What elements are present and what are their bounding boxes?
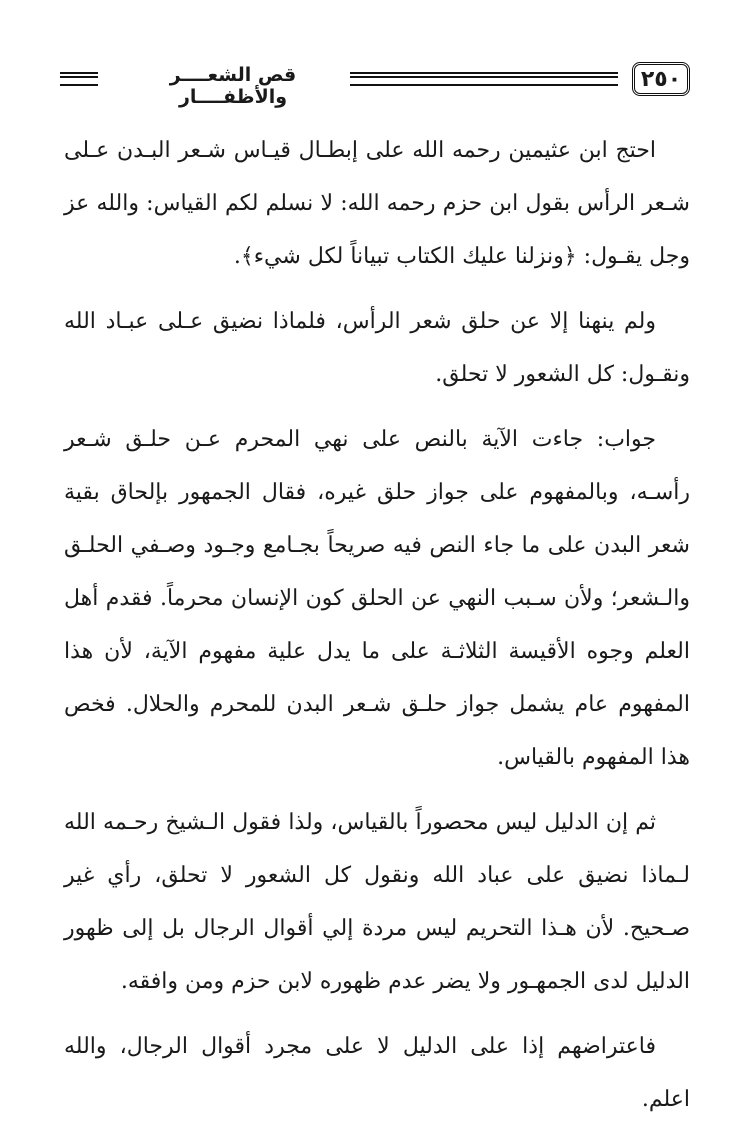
paragraph-5: فاعتراضهم إذا على الدليل لا على مجرد أقوال الرجال، والله اعلم. <box>64 1034 690 1112</box>
header-rule-right <box>350 72 618 86</box>
body-text <box>64 124 690 1138</box>
paragraph-3: جواب: جاءت الآية بالنص على نهي المحرم عـن حلـق شـعر رأسـه، وبالمفهوم على جواز حلق غيره، فقال الجمهور بإلحاق بقية شعر البدن على ما جاء النص فيه صريحاً بجـامع وجـود وصـفي الحلـق والـشعر؛ ولأن سـبب النهي عن الحلق كون الإنسان محرماً. فقدم أهل العلم وجوه الأقيسة الثلاثـة على ما يدل علية مفهوم الآية، لأن هذا المفهوم عام يشمل جواز حلـق شـعر البدن للمحرم والحلال. فخص هذا المفهوم بالقياس. <box>64 427 690 770</box>
page-number: ٢٥٠ <box>632 62 690 96</box>
paragraph-1: احتج ابن عثيمين رحمه الله على إبطـال قيـاس شـعر البـدن عـلى شـعر الرأس بقول ابن حزم رحمه الله: لا نسلم لكم القياس: والله عز وجل يقـول: ﴿ونزلنا عليك الكتاب تبياناً لكل شيء﴾. <box>64 138 690 269</box>
running-title: قص الشعــــر والأظفــــار <box>169 64 297 108</box>
page-header <box>60 62 690 108</box>
paragraph-4: ثم إن الدليل ليس محصوراً بالقياس، ولذا فقول الـشيخ رحـمه الله لـماذا نضيق على عباد الله ونقول كل الشعور لا تحلق، رأي غير صـحيح. لأن هـذا التحريم ليس مردة إلي أقوال الرجال بل إلى ظهور الدليل لدى الجمهـور ولا يضر عدم ظهوره لابن حزم ومن وافقه. <box>64 810 690 994</box>
header-rule-left <box>60 72 98 86</box>
paragraph-2: ولم ينهنا إلا عن حلق شعر الرأس، فلماذا نضيق عـلى عبـاد الله ونقـول: كل الشعور لا تحلق. <box>64 309 690 387</box>
